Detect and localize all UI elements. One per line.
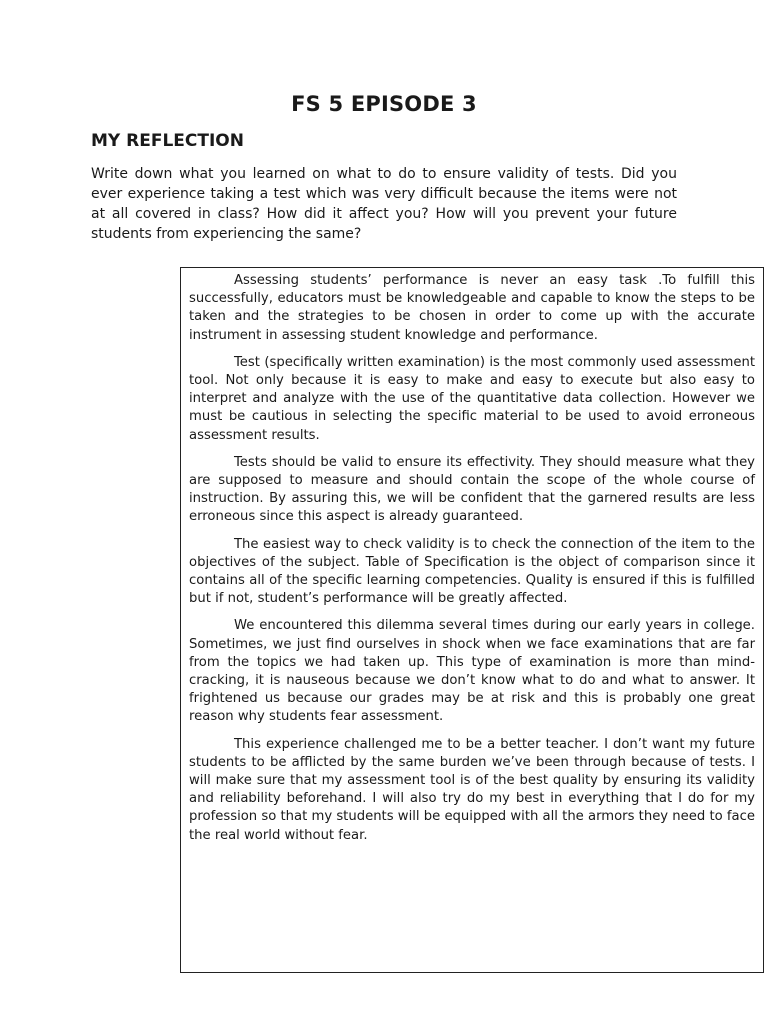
reflection-paragraph: This experience challenged me to be a better teacher. I don’t want my future students to be afflicted by the same burden we’ve been through because of tests. I will make sure that my assessment tool is of the best quality by ensuring its validity and reliability beforehand. I will also try do my best in everything that I do for my profession so that my students will be equipped with all the armors they need to face the real world without fear. xyxy=(189,736,755,843)
reflection-paragraph: Tests should be valid to ensure its effectivity. They should measure what they are supposed to measure and should contain the scope of the whole course of instruction. By assuring this, we will be confident that the garnered results are less erroneous since this aspect is already guaranteed. xyxy=(189,454,755,525)
reflection-paragraph: Test (specifically written examination) is the most commonly used assessment tool. Not only because it is easy to make and easy to execute but also easy to interpret and analyze with the use of the quantitative data collection. However we must be cautious in selecting the specific material to be used to avoid erroneous assessment results. xyxy=(189,354,755,443)
reflection-paragraph: Assessing students’ performance is never an easy task .To fulfill this successfully, educators must be knowledgeable and capable to know the steps to be taken and the strategies to be chosen in order to come up with the accurate instrument in assessing student knowledge and performance. xyxy=(189,273,755,343)
reflection-paragraph: We encountered this dilemma several times during our early years in college. Sometimes, we just find ourselves in shock when we face examinations that are far from the topics we had taken up. This type of examination is more than mind-cracking, it is nauseous because we don’t know what to do and what to answer. It frightened us because our grades may be at risk and this is probably one great reason why students fear assessment. xyxy=(189,618,755,725)
page-title: FS 5 EPISODE 3 xyxy=(291,92,477,116)
reflection-paragraph: The easiest way to check validity is to check the connection of the item to the objectives of the subject. Table of Specification is the object of comparison since it contains all of the specific learning competencies. Quality is ensured if this is fulfilled but if not, student’s performance will be greatly affected. xyxy=(189,536,755,607)
section-heading: MY REFLECTION xyxy=(91,131,244,151)
reflection-prompt: Write down what you learned on what to do to ensure validity of tests. Did you ever experience taking a test which was very difficult because the items were not at all covered in class? How did it affect you? How will you prevent your future students from experiencing the same? xyxy=(91,166,677,242)
reflection-answer-box xyxy=(180,267,764,973)
